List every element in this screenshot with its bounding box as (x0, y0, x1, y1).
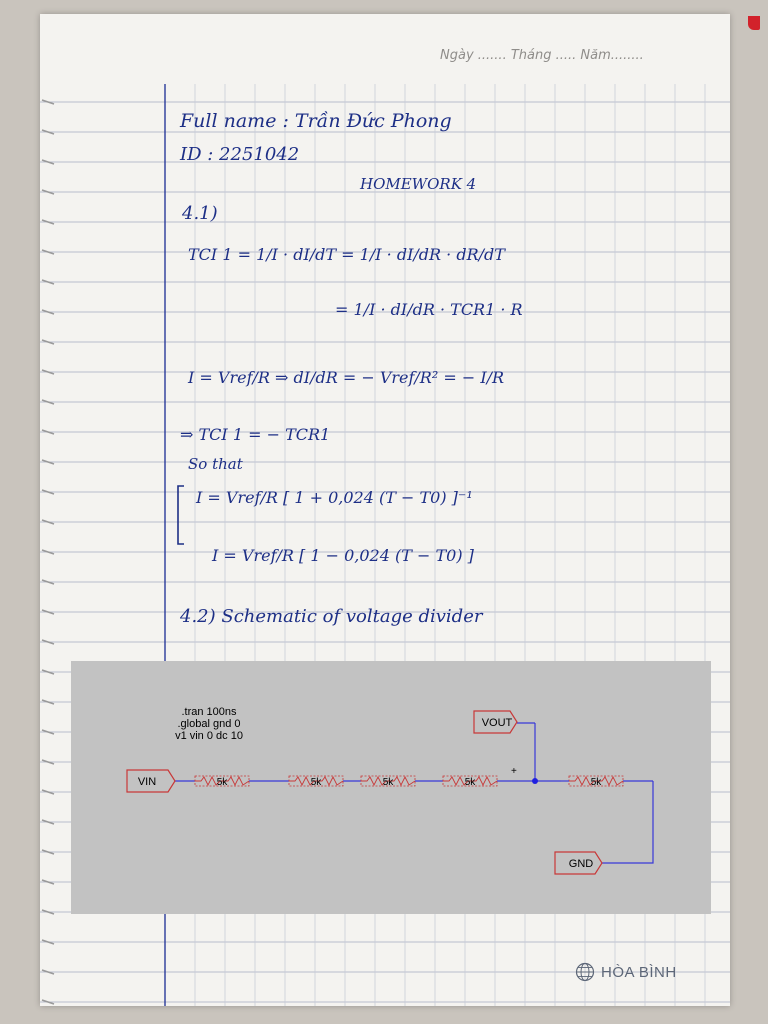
globe-icon (575, 962, 595, 982)
so-that-label: So that (188, 455, 243, 473)
resistor-2-label: 5k (310, 777, 322, 788)
date-header: Ngày ....... Tháng ..... Năm........ (440, 48, 644, 63)
directive-source: v1 vin 0 dc 10 (175, 730, 243, 742)
equation-3: I = Vref/R ⇒ dI/dR = − Vref/R² = − I/R (188, 368, 505, 387)
resistor-3-label: 5k (382, 777, 394, 788)
question-4-1-label: 4.1) (182, 203, 218, 224)
homework-title: HOMEWORK 4 (360, 175, 477, 193)
question-4-2-label: 4.2) Schematic of voltage divider (180, 606, 483, 627)
resistor-1-label: 5k (216, 777, 228, 788)
name-line: Full name : Trần Đức Phong (180, 110, 452, 132)
port-vin-label: VIN (137, 776, 157, 788)
port-vout (474, 711, 517, 733)
resistor-4-label: 5k (464, 777, 476, 788)
footer-logo (575, 962, 677, 982)
port-gnd (555, 852, 602, 874)
equation-6: I = Vref/R [ 1 − 0,024 (T − T0) ] (212, 546, 474, 565)
port-gnd-label: GND (568, 858, 594, 870)
equation-5: I = Vref/R [ 1 + 0,024 (T − T0) ]⁻¹ (196, 488, 473, 507)
junction-dot (532, 778, 538, 784)
equation-2: = 1/I · dI/dR · TCR1 · R (335, 300, 523, 319)
port-vout-label: VOUT (481, 717, 513, 729)
brand-name: HÒA BÌNH (601, 963, 677, 981)
red-corner-mark (748, 16, 760, 30)
voltage-divider-schematic (71, 661, 711, 914)
directive-global: .global gnd 0 (177, 718, 241, 730)
equation-1: TCI 1 = 1/I · dI/dT = 1/I · dI/dR · dR/dT (188, 245, 505, 264)
id-line: ID : 2251042 (180, 144, 300, 165)
resistor-5-label: 5k (590, 777, 602, 788)
directive-tran: .tran 100ns (181, 706, 237, 718)
plus-marker: + (511, 766, 517, 777)
port-vin (127, 770, 175, 792)
equation-4: ⇒ TCI 1 = − TCR1 (180, 425, 331, 444)
system-bracket (174, 484, 186, 546)
